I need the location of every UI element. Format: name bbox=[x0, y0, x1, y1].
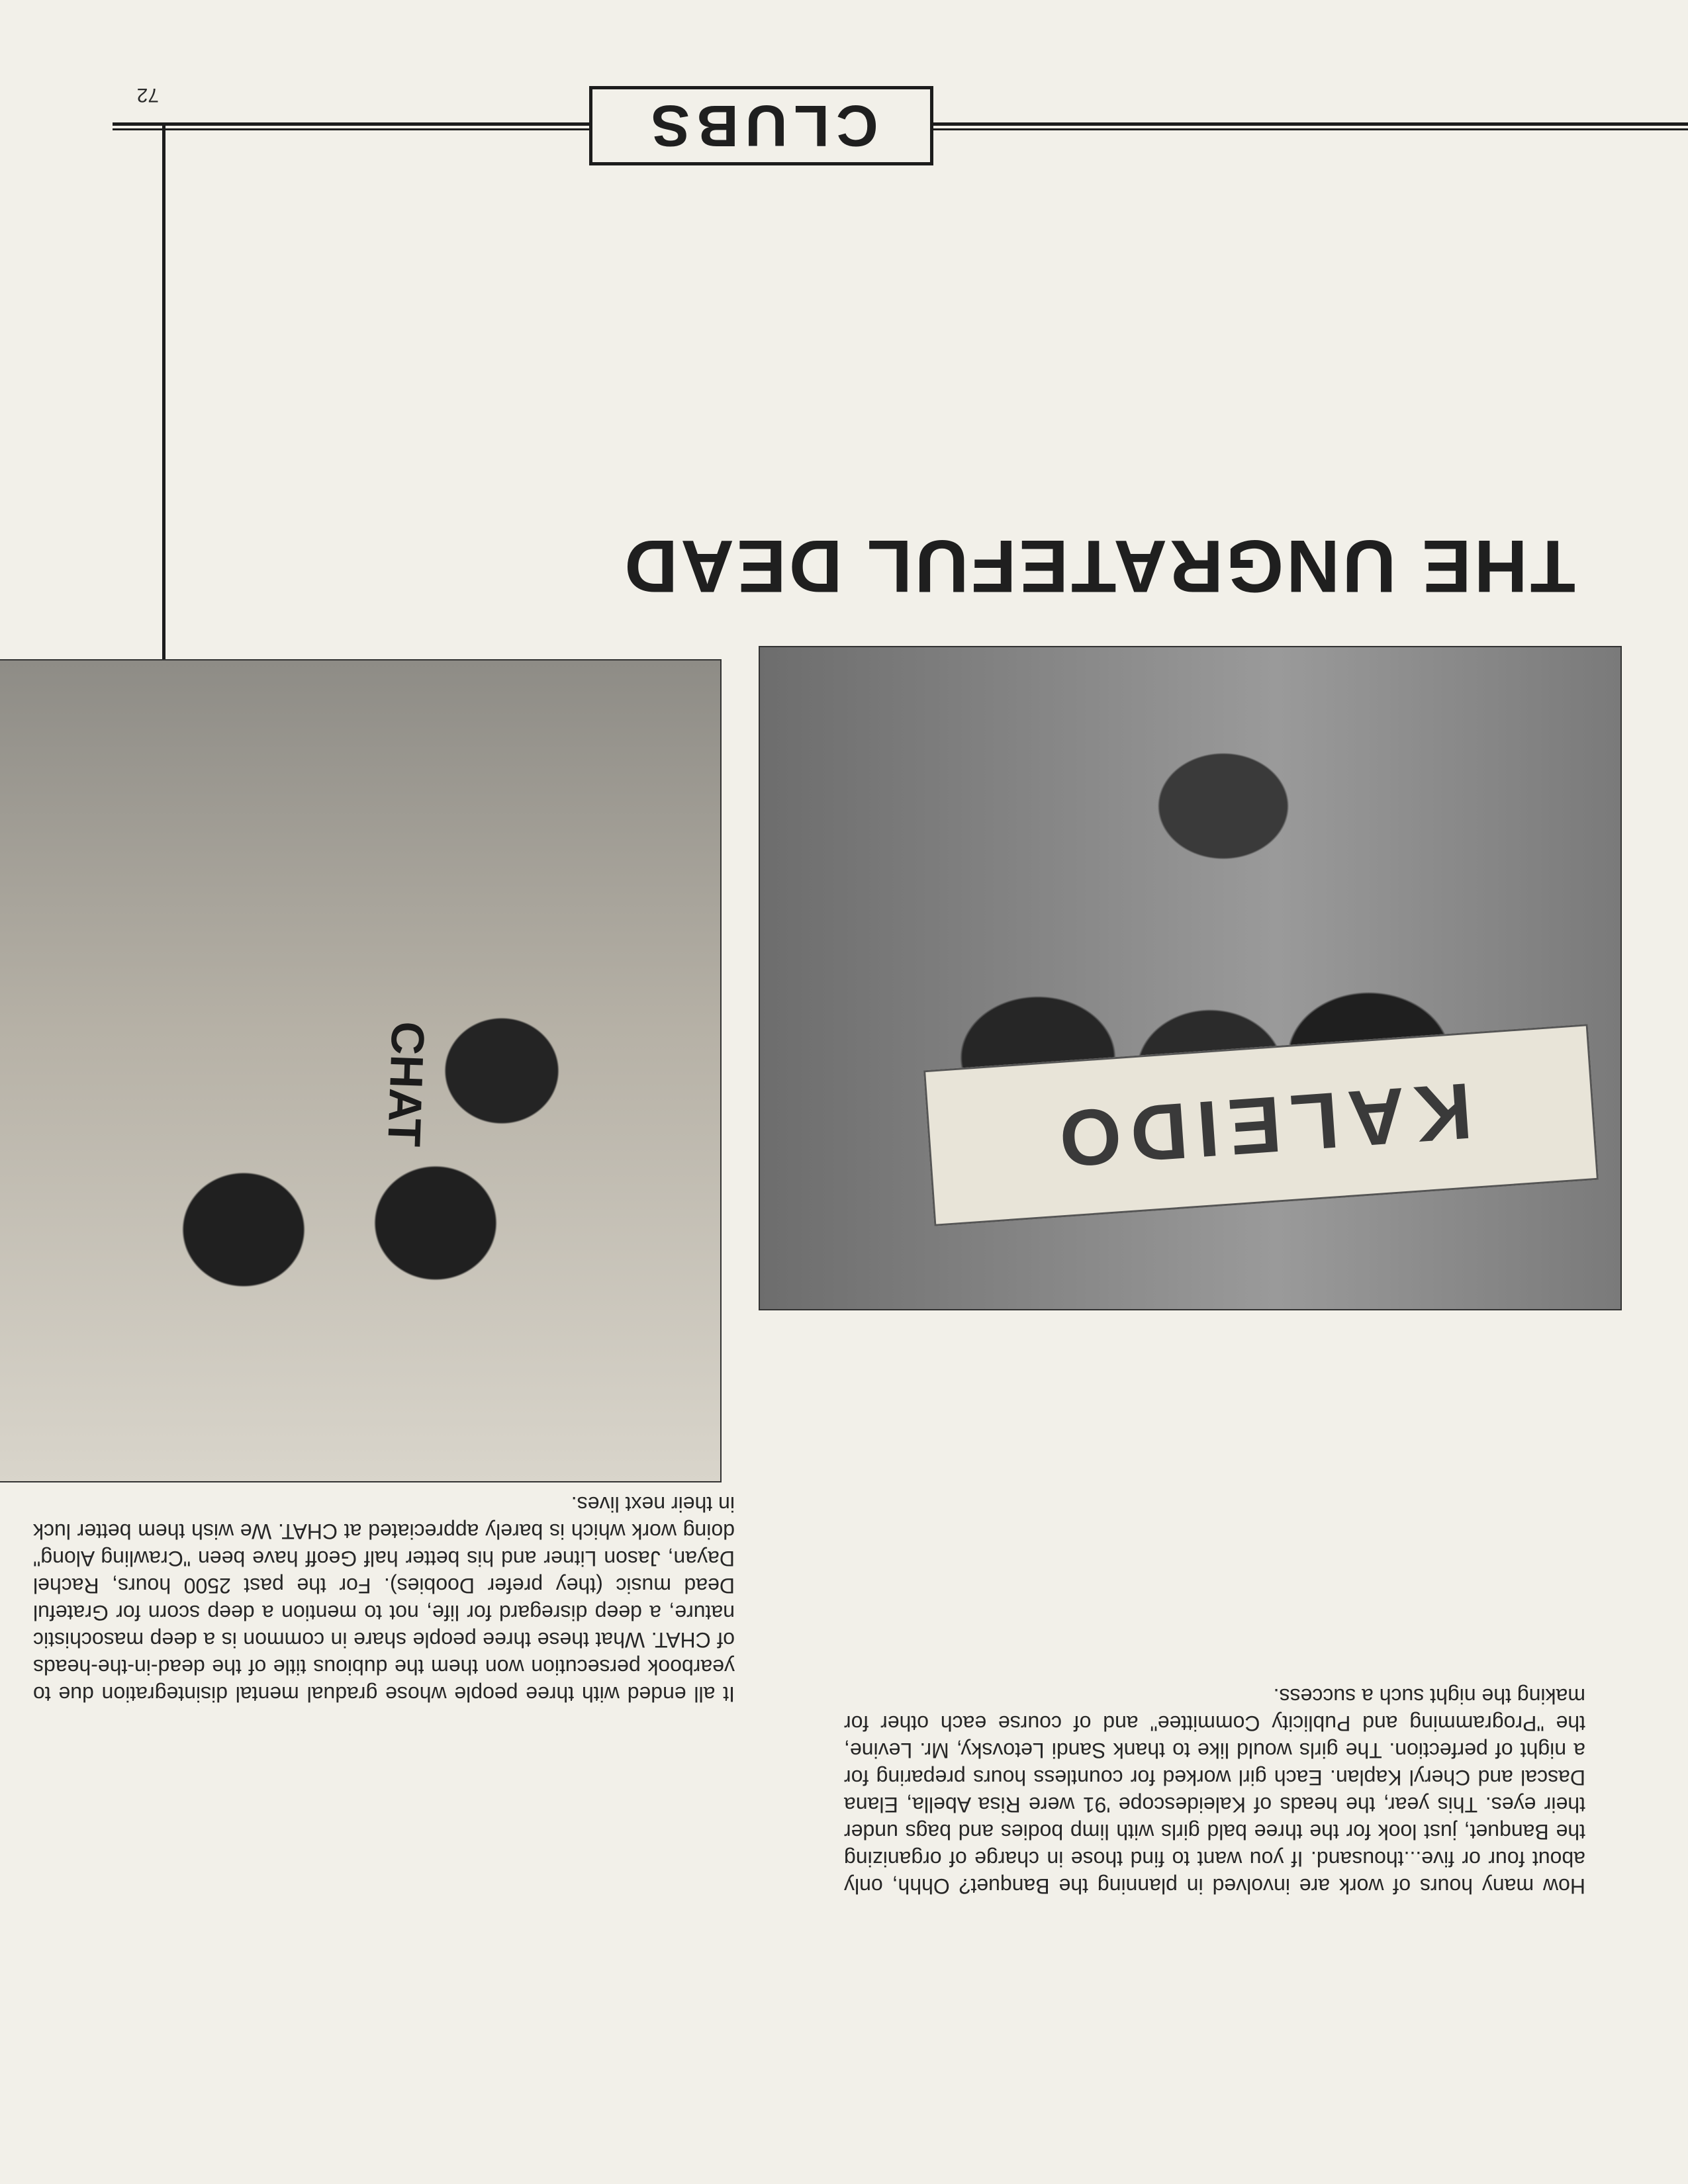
article-title: THE UNGRATEFUL DEAD bbox=[622, 525, 1575, 608]
chat-group-photo bbox=[0, 659, 722, 1482]
photo-banner-text: KALEIDO bbox=[1047, 1066, 1475, 1185]
photo-shirt-text: CHAT bbox=[378, 1021, 434, 1148]
photo-banner bbox=[923, 1024, 1599, 1226]
kaleidescope-caption bbox=[844, 1682, 1585, 1899]
kaleidescope-group-photo bbox=[759, 646, 1622, 1310]
page-number: 72 bbox=[136, 84, 159, 106]
section-label: CLUBS bbox=[644, 93, 878, 159]
section-label-box bbox=[589, 86, 933, 165]
chat-caption-text: It all ended with three people whose gradual mental disintegration due to yearbook persecution won them the dubious title of the dead-in-the-heads of CHAT. What these three people share in common is a deep masochistic nature, a deep disregard for life, not to mention a deep scorn for Grateful Dead music (they prefer Doobies). For the past 2500 hours, Rachel Dayan, Jason Litner and his better half Geoff have been "Crawling Along" doing work which is barely appreciated at CHAT. We wish them better luck in their next lives. bbox=[33, 1492, 735, 1706]
kaleidescope-caption-text: How many hours of work are involved in planning the Banquet? Ohhh, only about four or five...thousand. If you want to find those in charge of organizing the Banquet, just look for the three bald girls with limp bodies and bags under their eyes. This year, the heads of Kaleidescope '91 were Risa Abella, Elana Dascal and Cheryl Kaplan. Each girl worked for countless hours preparing for a night of perfection. The girls would like to thank Sandi Letovsky, Mr. Levine, the "Programming and Publicity Committee" and of course each other for making the night such a success. bbox=[844, 1684, 1585, 1898]
chat-caption bbox=[33, 1490, 735, 1707]
